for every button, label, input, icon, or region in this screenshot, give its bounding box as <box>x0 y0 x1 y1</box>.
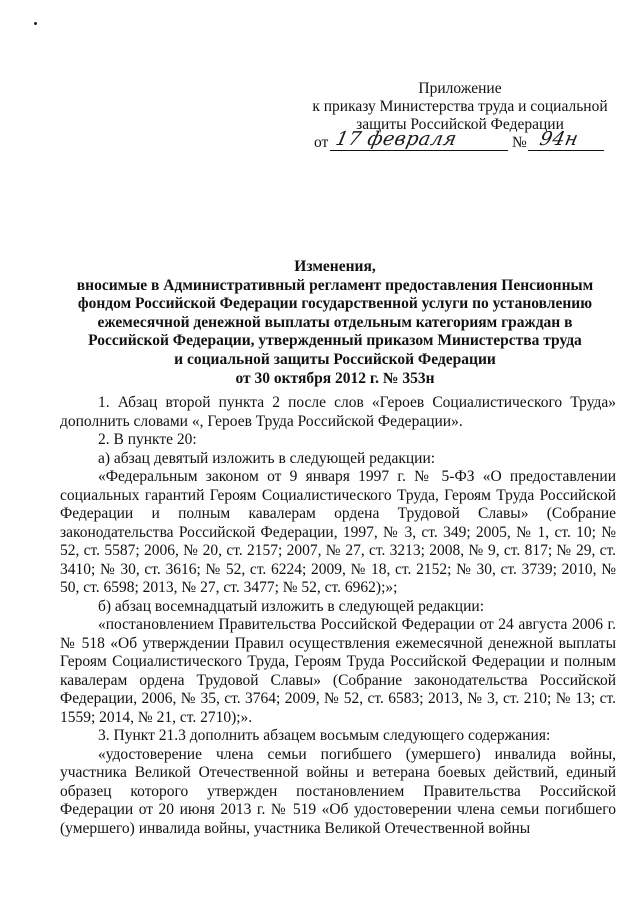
handwritten-number: 94н <box>537 128 581 150</box>
title-line-7: от 30 октября 2012 г. № 353н <box>235 369 435 387</box>
paragraph-8: «удостоверение члена семьи погибшего (умершего) инвалида войны, участника Великой Отечественной войны и ветерана боевых действий, единый образец которого утвержден постановлением Правительства Российской Федерации от 20 июня 2013 г. № 519 «Об удостоверении члена семьи погибшего (умершего) инвалида войны, участника Великой Отечественной войны <box>60 745 616 837</box>
date-underline <box>330 150 508 151</box>
appendix-block <box>300 80 620 134</box>
paragraph-4: «Федеральным законом от 9 января 1997 г. № 5-ФЗ «О предоставлении социальных гарантий Героям Социалистического Труда, Героям Труда Российской Федерации и полным кавалерам ордена Трудовой Славы» (Собрание законодательства Российской Федерации, 1997, № 3, ст. 349; 2005, № 1, ст. 10; № 52, ст. 5587; 2006, № 20, ст. 2157; 2007, № 27, ст. 3213; 2008, № 9, ст. 817; № 29, ст. 3410; № 30, ст. 3616; № 52, ст. 6224; 2009, № 18, ст. 2152; № 30, ст. 3739; 2010, № 50, ст. 6598; 2013, № 27, ст. 3477; № 52, ст. 6962);»; <box>60 468 616 596</box>
title-line-1: Изменения, <box>294 258 376 275</box>
paragraph-5: б) абзац восемнадцатый изложить в следующей редакции: <box>98 597 484 615</box>
title-line-2: вносимые в Административный регламент предоставления Пенсионным <box>76 276 594 294</box>
appendix-line-2: к приказу Министерства труда и социальной <box>312 98 608 115</box>
paragraph-1: 1. Абзац второй пункта 2 после слов «Героев Социалистического Труда» дополнить словами «, Героев Труда Российской Федерации». <box>60 394 616 430</box>
title-line-5: Российской Федерации, утвержденный приказом Министерства труда <box>88 332 582 350</box>
paragraph-6: «постановлением Правительства Российской Федерации от 24 августа 2006 г. № 518 «Об утверждении Правил осуществления ежемесячной денежной выплаты Героям Социалистического Труда, Героям Труда Российской Федерации и полным кавалерам ордена Трудовой Славы» (Собрание законодательства Российской Федерации, 2006, № 35, ст. 3764; 2009, № 52, ст. 6583; 2013, № 3, ст. 210; № 13; ст. 1559; 2014, № 21, ст. 2710);». <box>60 616 616 726</box>
paragraph-3: а) абзац девятый изложить в следующей редакции: <box>98 449 436 467</box>
number-label: № <box>512 134 527 151</box>
order-date-number-row <box>314 130 614 152</box>
title-line-4: ежемесячной денежной выплаты отдельным категориям граждан в <box>97 313 573 331</box>
document-title <box>60 258 610 388</box>
paragraph-7: 3. Пункт 21.3 дополнить абзацем восьмым следующего содержания: <box>98 727 551 744</box>
appendix-line-3: защиты Российской Федерации <box>356 116 564 133</box>
number-underline <box>528 150 604 151</box>
paragraph-2: 2. В пункте 20: <box>98 431 197 448</box>
from-label: от <box>314 134 329 151</box>
handwritten-date: 17 февраля <box>333 128 459 150</box>
title-line-6: и социальной защиты Российской Федерации <box>174 350 496 368</box>
document-body <box>60 394 616 838</box>
title-line-3: фондом Российской Федерации государственной услуги по установлению <box>77 295 593 313</box>
appendix-line-1: Приложение <box>418 80 502 97</box>
scan-speck <box>34 22 37 25</box>
